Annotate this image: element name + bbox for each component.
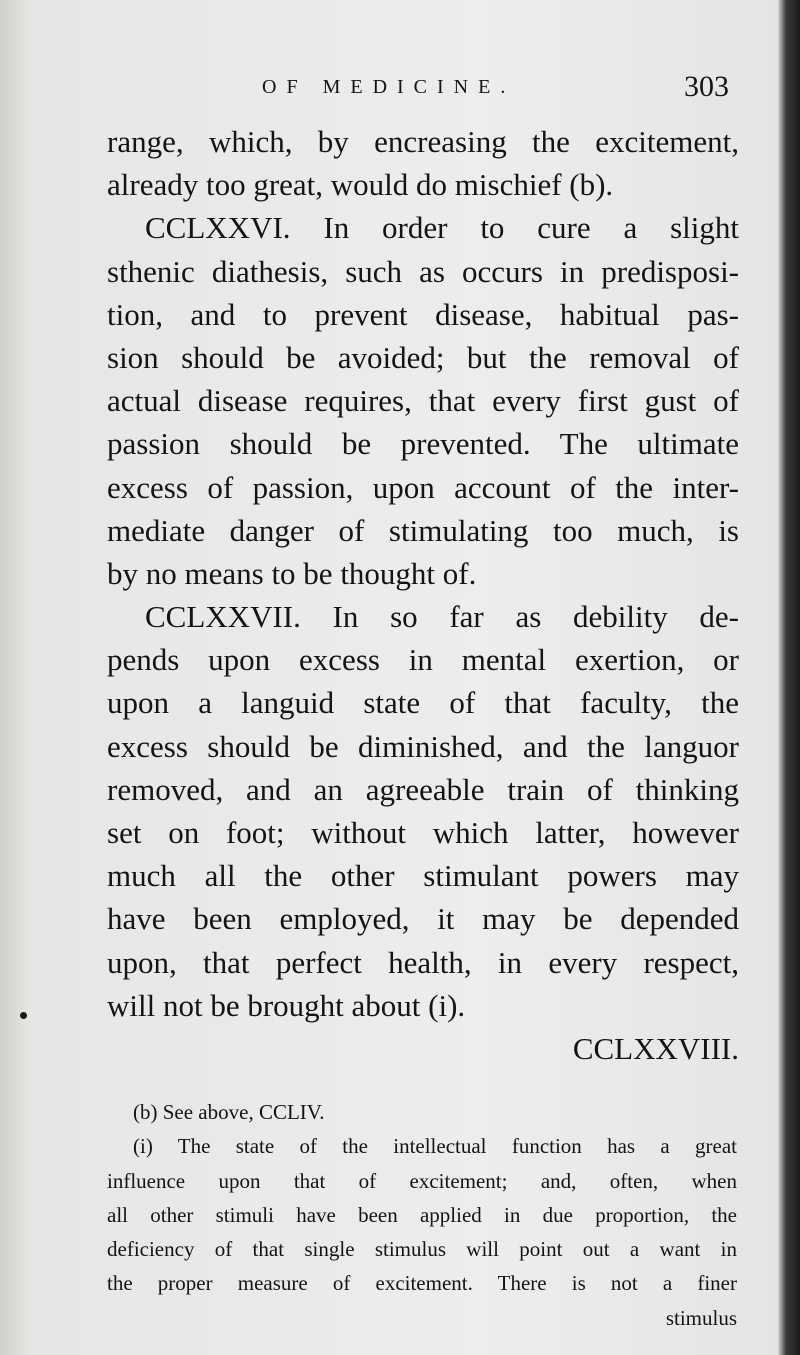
text-line: excess of passion, upon account of the inter- (107, 469, 739, 505)
text-line: actual disease requires, that every first gust of (107, 383, 739, 419)
section-heading-line: CCLXXVII. In so far as debility de- (145, 599, 739, 635)
catchword: CCLXXVIII. (572, 1030, 739, 1066)
text-line: by no means to be thought of. (107, 555, 477, 591)
footnote-line: the proper measure of excitement. There is not a finer (107, 1271, 737, 1296)
footnote-line: deficiency of that single stimulus will point out a want in (107, 1237, 737, 1262)
page-header (0, 70, 760, 110)
page-number: 303 (684, 70, 729, 103)
text-line: upon, that perfect health, in every respect, (107, 944, 739, 980)
text-line: will not be brought about (i). (107, 987, 466, 1023)
page-edge-shadow (778, 0, 800, 1355)
section-heading-line: CCLXXVI. In order to cure a slight (145, 210, 739, 246)
footnote-line: influence upon that of excitement; and, often, when (107, 1168, 737, 1193)
text-line: already too great, would do mischief (b). (107, 167, 614, 203)
text-line: excess should be diminished, and the languor (107, 728, 739, 764)
text-line: much all the other stimulant powers may (107, 858, 739, 894)
footnote-line: all other stimuli have been applied in due proportion, the (107, 1202, 737, 1227)
footnote-line: (b) See above, CCLIV. (133, 1100, 325, 1124)
text-line: set on foot; without which latter, however (107, 815, 739, 850)
text-line: mediate danger of stimulating too much, is (107, 512, 739, 548)
footnotes (107, 1095, 737, 1335)
main-text (107, 120, 739, 1070)
ink-spot (20, 1012, 27, 1019)
text-line: sion should be avoided; but the removal of (107, 339, 739, 375)
footnote-line: (i) The state of the intellectual function has a great (133, 1134, 737, 1159)
text-line: range, which, by encreasing the excitement, (107, 124, 739, 159)
text-line: passion should be prevented. The ultimate (107, 426, 739, 462)
text-line: tion, and to prevent disease, habitual pas- (107, 296, 739, 332)
text-line: removed, and an agreeable train of thinking (107, 771, 739, 807)
text-line: sthenic diathesis, such as occurs in predisposi- (107, 253, 739, 289)
footnote-catchword: stimulus (665, 1305, 737, 1330)
text-line: upon a languid state of that faculty, the (107, 685, 739, 721)
text-line: pends upon excess in mental exertion, or (107, 642, 739, 678)
text-line: have been employed, it may be depended (107, 901, 739, 937)
running-head: OF MEDICINE. (262, 76, 516, 98)
